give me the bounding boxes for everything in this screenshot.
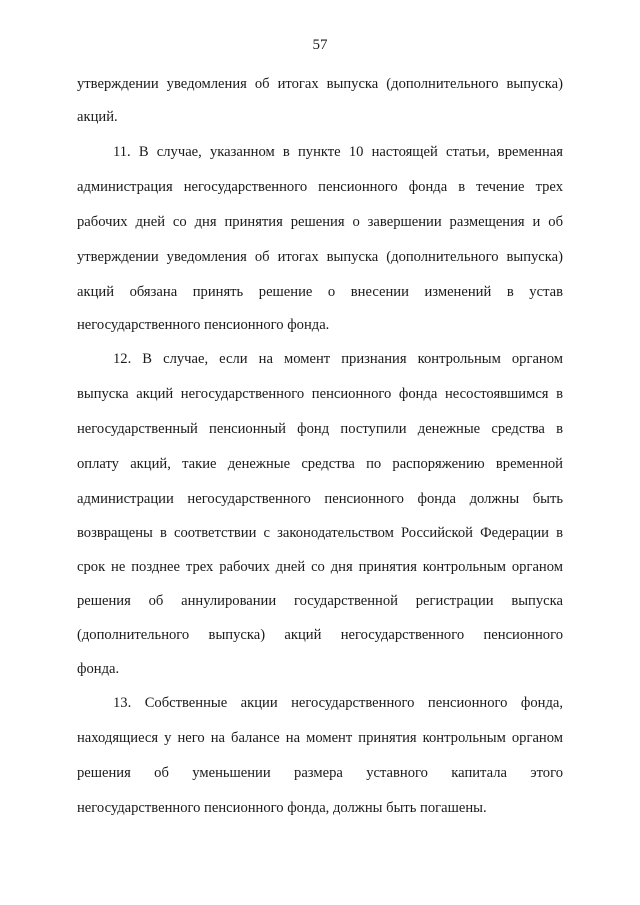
paragraph-12-first-line: 12. В случае, если на момент признания контрольным органом xyxy=(113,351,563,367)
text-line: решения об уменьшении размера уставного капитала этого xyxy=(77,765,563,781)
text-line: срок не позднее трех рабочих дней со дня принятия контрольным органом xyxy=(77,559,563,575)
paragraph-13-first-line: 13. Собственные акции негосударственного пенсионного фонда, xyxy=(113,695,563,711)
text-line: решения об аннулировании государственной регистрации выпуска xyxy=(77,593,563,609)
paragraph-11-first-line: 11. В случае, указанном в пункте 10 настоящей статьи, временная xyxy=(113,144,563,160)
text-line: негосударственный пенсионный фонд поступили денежные средства в xyxy=(77,421,563,437)
text-line: акций обязана принять решение о внесении изменений в устав xyxy=(77,284,563,300)
text-line: выпуска акций негосударственного пенсионного фонда несостоявшимся в xyxy=(77,386,563,402)
page-number: 57 xyxy=(312,37,328,53)
text-line: негосударственного пенсионного фонда. xyxy=(77,317,330,333)
text-line: акций. xyxy=(77,109,118,125)
text-line: возвращены в соответствии с законодательством Российской Федерации в xyxy=(77,525,563,541)
text-line: рабочих дней со дня принятия решения о завершении размещения и об xyxy=(77,214,563,230)
text-line: фонда. xyxy=(77,661,120,677)
text-line: администрации негосударственного пенсионного фонда должны быть xyxy=(77,491,563,507)
text-line: (дополнительного выпуска) акций негосударственного пенсионного xyxy=(77,627,563,643)
text-line: утверждении уведомления об итогах выпуска (дополнительного выпуска) xyxy=(77,249,563,265)
text-line: находящиеся у него на балансе на момент принятия контрольным органом xyxy=(77,730,563,746)
text-line: негосударственного пенсионного фонда, должны быть погашены. xyxy=(77,800,487,816)
text-line: утверждении уведомления об итогах выпуска (дополнительного выпуска) xyxy=(77,76,563,92)
text-line: администрация негосударственного пенсионного фонда в течение трех xyxy=(77,179,563,195)
text-line: оплату акций, такие денежные средства по распоряжению временной xyxy=(77,456,563,472)
